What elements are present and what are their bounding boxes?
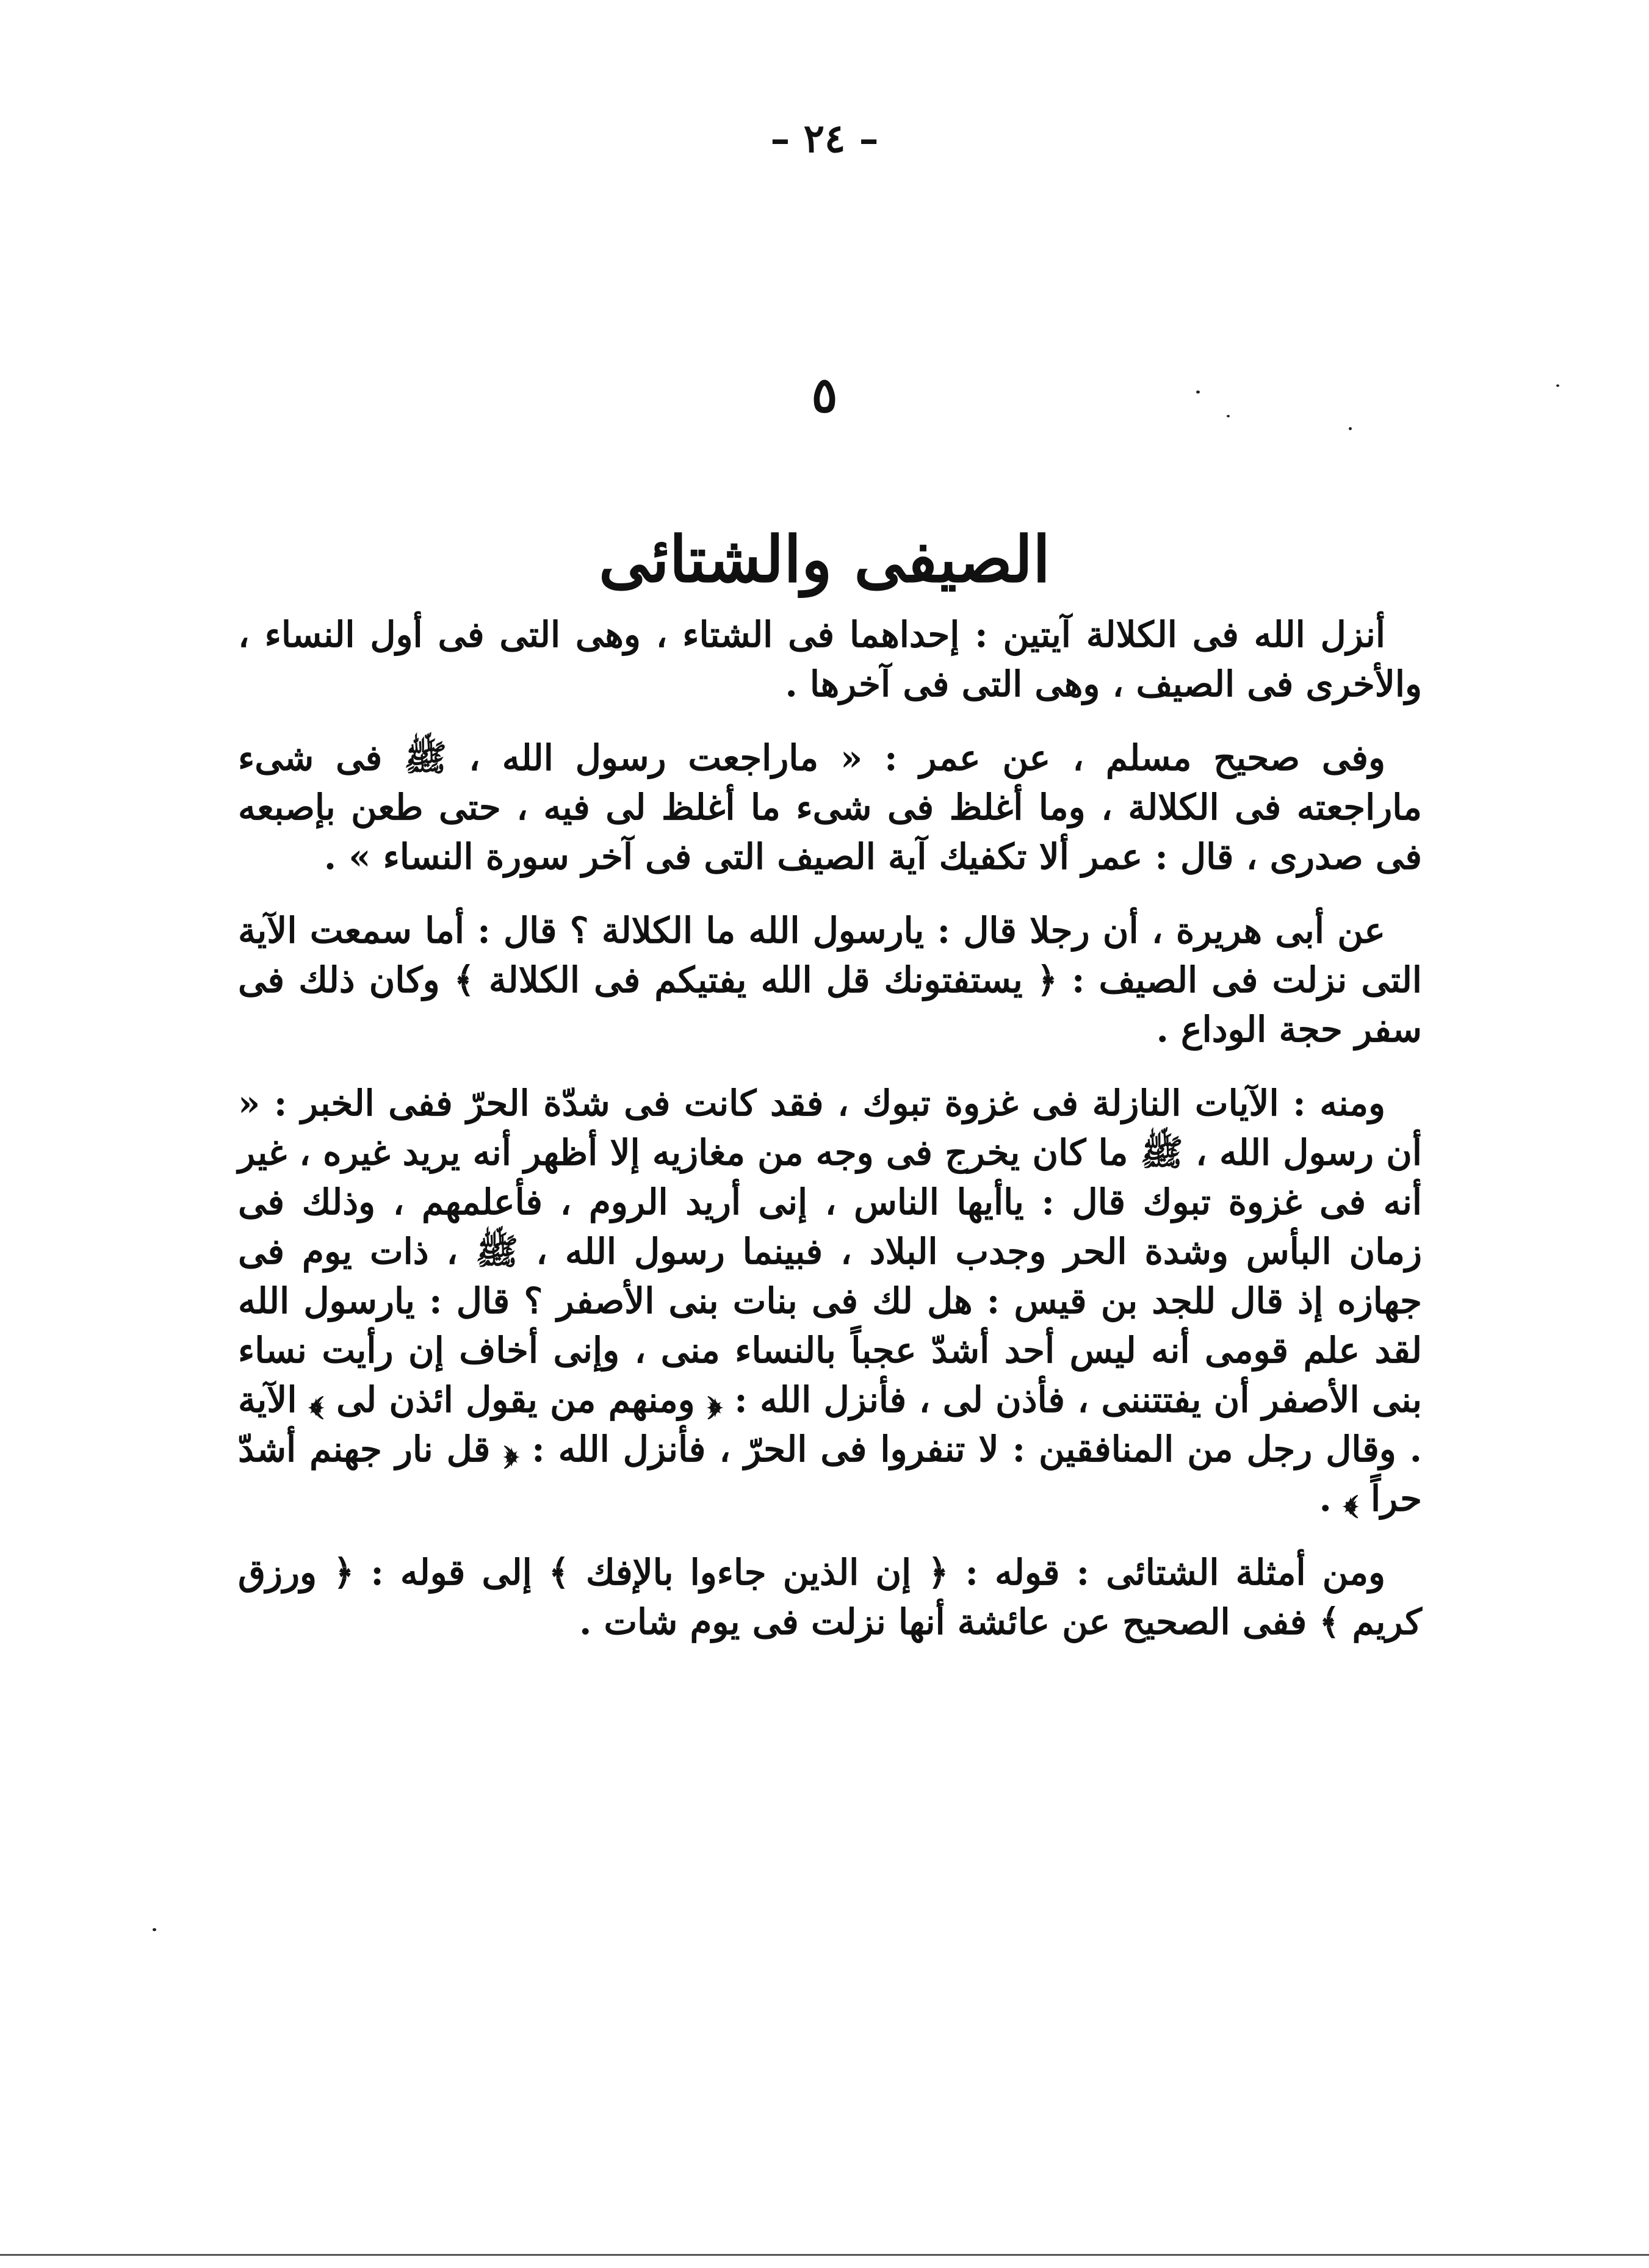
- paragraph-abu-hurayra: عن أبى هريرة ، أن رجلا قال : يارسول الله ما الكلالة ؟ قال : أما سمعت الآية التى نزلت فى الصيف : ﴿ يستفتونك قل الله يفتيكم فى الكلالة ﴾ وكان ذلك فى سفر حجة الوداع .: [238, 910, 1422, 1050]
- scan-speck: [1196, 391, 1200, 394]
- paragraph-kalala-two-verses: أنزل الله فى الكلالة آيتين : إحداهما فى الشتاء ، وهى التى فى أول النساء ، والأخرى فى الصيف ، وهى التى فى آخرها .: [238, 614, 1422, 705]
- scan-speck: [153, 1928, 156, 1931]
- scan-speck: [1556, 384, 1559, 387]
- paragraph-tabuk: ومنه : الآيات النازلة فى غزوة تبوك ، فقد كانت فى شدّة الحرّ ففى الخبر : « أن رسول الله ، ﷺ ما كان يخرج فى وجه من مغازيه إلا أظهر أنه يريد غيره ، غير أنه فى غزوة تبوك قال : ياأيها الناس ، إنى أريد الروم ، فأعلمهم ، وذلك فى زمان البأس وشدة الحر وجدب البلاد ، فبينما رسول الله ، ﷺ ، ذات يوم فى جهازه إذ قال للجد بن قيس : هل لك فى بنات بنى الأصفر ؟ قال : يارسول الله لقد علم قومى أنه ليس أحد أشدّ عجباً بالنساء منى ، وإنى أخاف إن رأيت نساء بنى الأصفر أن يفتتننى ، فأذن لى ، فأنزل الله : ﴿ ومنهم من يقول ائذن لى ﴾ الآية . وقال رجل من المنافقين : لا تنفروا فى الحرّ ، فأنزل الله : ﴿ قل نار جهنم أشدّ حراً ﴾ .: [238, 1082, 1422, 1519]
- body-text: [238, 610, 1422, 1671]
- section-number: ٥: [811, 366, 838, 423]
- scan-speck: [1349, 427, 1352, 430]
- paragraph-winter-examples: ومن أمثلة الشتائى : قوله : ﴿ إن الذين جاءوا بالإفك ﴾ إلى قوله : ﴿ ورزق كريم ﴾ ففى الصحيح عن عائشة أنها نزلت فى يوم شات .: [238, 1552, 1422, 1643]
- scan-speck: [1227, 415, 1230, 417]
- paragraph-sahih-muslim: وفى صحيح مسلم ، عن عمر : « ماراجعت رسول الله ، ﷺ فى شىء ماراجعته فى الكلالة ، وما أغلظ فى شىء ما أغلظ لى فيه ، حتى طعن بإصبعه فى صدرى ، قال : عمر ألا تكفيك آية الصيف التى فى آخر سورة النساء » .: [238, 737, 1422, 877]
- page-edge-line: [0, 2254, 1649, 2256]
- chapter-title: الصيفى والشتائى: [599, 521, 1050, 597]
- page-number: – ٢٤ –: [770, 116, 879, 162]
